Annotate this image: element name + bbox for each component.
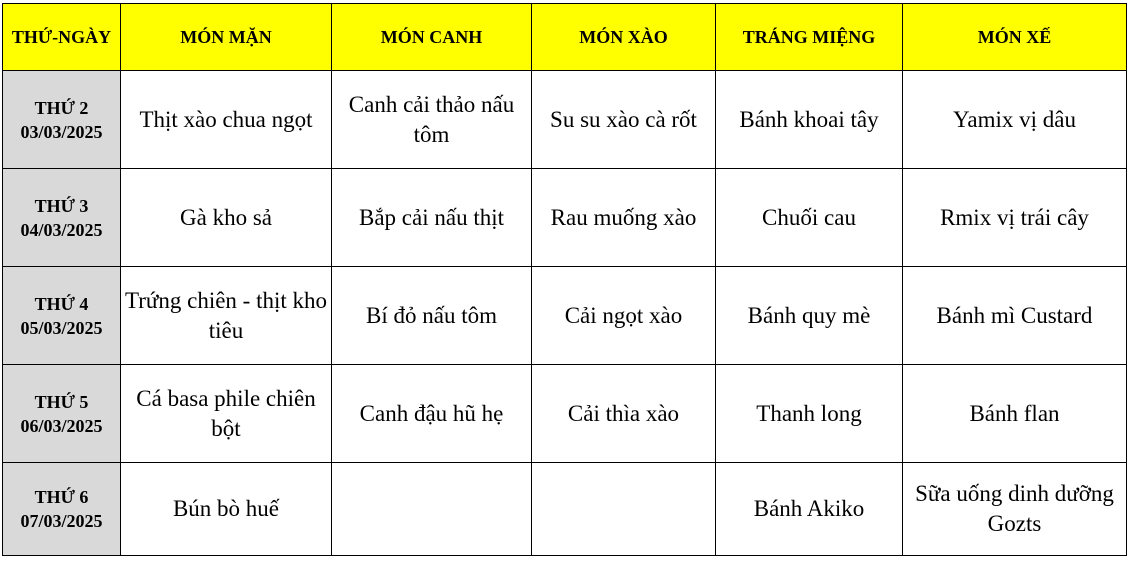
dessert-cell: Thanh long bbox=[716, 365, 903, 463]
date-label: 07/03/2025 bbox=[20, 511, 103, 531]
snack-cell: Rmix vị trái cây bbox=[903, 169, 1127, 267]
header-row bbox=[3, 4, 1127, 71]
date-label: 03/03/2025 bbox=[20, 121, 103, 142]
table-row bbox=[3, 267, 1127, 365]
soup-cell: Bí đỏ nấu tôm bbox=[332, 267, 532, 365]
day-date-cell bbox=[3, 169, 121, 267]
main-dish-cell: Gà kho sả bbox=[121, 169, 332, 267]
main-dish-cell: Bún bò huế bbox=[121, 463, 332, 556]
date-label: 04/03/2025 bbox=[20, 219, 103, 240]
table-row bbox=[3, 71, 1127, 169]
day-label: THỨ 5 bbox=[34, 391, 89, 412]
day-label: THỨ 4 bbox=[34, 293, 89, 314]
soup-cell: Canh đậu hũ hẹ bbox=[332, 365, 532, 463]
day-date-cell bbox=[3, 267, 121, 365]
date-label: 05/03/2025 bbox=[20, 317, 103, 338]
day-date-cell bbox=[3, 365, 121, 463]
stir-fry-cell: Su su xào cà rốt bbox=[532, 71, 716, 169]
stir-fry-cell bbox=[532, 463, 716, 556]
dessert-cell: Bánh Akiko bbox=[716, 463, 903, 556]
dessert-cell: Chuối cau bbox=[716, 169, 903, 267]
snack-cell: Bánh flan bbox=[903, 365, 1127, 463]
day-label: THỨ 3 bbox=[34, 195, 89, 216]
table-row bbox=[3, 169, 1127, 267]
soup-cell bbox=[332, 463, 532, 556]
header-dessert: TRÁNG MIỆNG bbox=[716, 4, 903, 71]
header-afternoon-snack: MÓN XẾ bbox=[903, 4, 1127, 71]
weekly-menu-table bbox=[2, 3, 1127, 556]
header-stir-fry: MÓN XÀO bbox=[532, 4, 716, 71]
table-row bbox=[3, 463, 1127, 556]
day-label: THỨ 2 bbox=[34, 97, 89, 118]
snack-cell: Sữa uống dinh dưỡng Gozts bbox=[903, 463, 1127, 556]
table-header bbox=[3, 4, 1127, 71]
table-row bbox=[3, 365, 1127, 463]
stir-fry-cell: Rau muống xào bbox=[532, 169, 716, 267]
main-dish-cell: Thịt xào chua ngọt bbox=[121, 71, 332, 169]
soup-cell: Canh cải thảo nấu tôm bbox=[332, 71, 532, 169]
dessert-cell: Bánh khoai tây bbox=[716, 71, 903, 169]
stir-fry-cell: Cải thìa xào bbox=[532, 365, 716, 463]
day-label: THỨ 6 bbox=[34, 487, 89, 507]
dessert-cell: Bánh quy mè bbox=[716, 267, 903, 365]
header-soup: MÓN CANH bbox=[332, 4, 532, 71]
soup-cell: Bắp cải nấu thịt bbox=[332, 169, 532, 267]
date-label: 06/03/2025 bbox=[20, 415, 103, 436]
header-main-dish: MÓN MẶN bbox=[121, 4, 332, 71]
snack-cell: Yamix vị dâu bbox=[903, 71, 1127, 169]
table-body bbox=[3, 71, 1127, 556]
snack-cell: Bánh mì Custard bbox=[903, 267, 1127, 365]
stir-fry-cell: Cải ngọt xào bbox=[532, 267, 716, 365]
day-date-cell bbox=[3, 71, 121, 169]
day-date-cell bbox=[3, 463, 121, 556]
main-dish-cell: Trứng chiên - thịt kho tiêu bbox=[121, 267, 332, 365]
header-day-date: THỨ-NGÀY bbox=[3, 4, 121, 71]
main-dish-cell: Cá basa phile chiên bột bbox=[121, 365, 332, 463]
